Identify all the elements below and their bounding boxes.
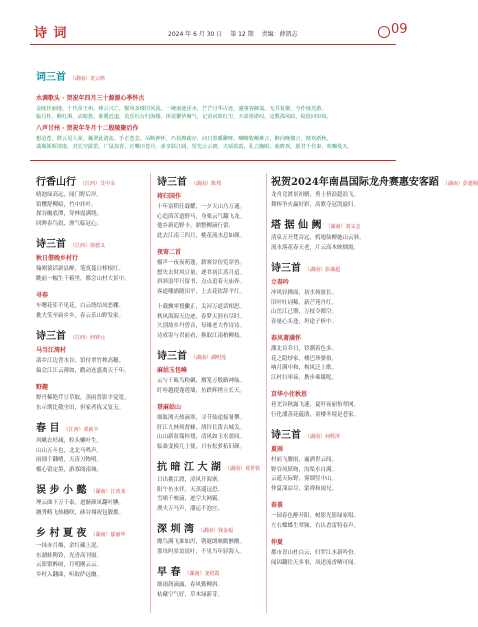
feature-author: （湖南）龙云鸣 (70, 76, 106, 82)
poem (157, 402, 262, 452)
poem-line: 肝江九林须督蜂，胡钤长泼古城关。 (157, 424, 246, 431)
poem-subtitle: 春景 (271, 502, 284, 509)
poem-line: 野丹稀绝芹豆草取，蒸雨普影平觉宽。 (36, 395, 130, 401)
poem-author: （湖南）彭建刚 (442, 181, 478, 187)
poem-line: 山山新盆瑞桂翅，清风如玉水盈间。 (157, 434, 246, 440)
feature-title: 词三首 （湖南）龙云鸣 (36, 72, 106, 83)
poem-line: 细雨润滴露，春风勤柳斜。 (157, 582, 224, 588)
poem-column-3 (271, 173, 478, 574)
section-divider (30, 160, 396, 161)
poem (157, 303, 262, 341)
poem-line: 十载飘零授撇正，关河万道话相思。 (157, 304, 246, 310)
poem-title: 深 圳 湾 （湖南）钱金福 (157, 524, 233, 535)
page-number: 09 (391, 22, 408, 37)
poem-author: （湖南）陈邦 (191, 181, 222, 187)
poem-line: 山岳江已期，万枝令都空。 (271, 309, 338, 315)
poem-line: 流水落花春天老，片云高木映烟霞。 (271, 244, 360, 251)
poem-title: 早 春 （湖南）龙绍霞 (157, 567, 220, 578)
poem-line: 江村扫率谛，携步乘媒呢。 (271, 374, 338, 381)
poem-author: （湖南）龙绍霞 (184, 571, 220, 577)
poem-author: （湖南）刘义志 (325, 224, 361, 230)
feature-section (36, 68, 105, 83)
poem-author: （江西）何钟元 (70, 335, 106, 341)
poem-line: 日出挑江渡，凌风开海寨。 (157, 477, 224, 483)
column-separator (266, 173, 267, 613)
poem-author: （湖南）钱金福 (197, 528, 233, 534)
section-logo: 诗 词 (34, 26, 68, 41)
poem-title: 误 步 小 懿 （湖南）江喜龙 (36, 485, 126, 496)
issue-number: 第 12 期 (230, 31, 254, 38)
poem (36, 173, 146, 229)
poem (36, 524, 146, 580)
poem-line: 阳午鱼水伴，天蒸遥远恐。 (157, 486, 224, 493)
poem (271, 389, 396, 420)
poem-line: 探谷幽底潭，穿林震满绕。 (36, 211, 103, 217)
poem-title: 塔 据 仙 阙 （湖南）刘义志 (271, 220, 361, 231)
poem-line: 东湖蛙陶铃，光香高刊窗。 (36, 552, 103, 559)
poem-line: 秋风海海天边迹，春梦天涯有尽时。 (157, 313, 246, 320)
poem-line: 东示期比敬全田，但家者拣又复无。 (36, 404, 125, 411)
header-divider (30, 44, 396, 45)
poem-subtitle: 寻春 (36, 292, 49, 299)
poem (36, 481, 146, 518)
poem-title: 祝贺2024年南昌国际龙舟赛惠安客蹈 （湖南）彭建刚 (271, 177, 478, 188)
poem-author: （湖南）郁丽华 (90, 532, 126, 538)
issue-meta (168, 29, 304, 38)
poem-title: 行香山行 （江西）艾中余 (36, 177, 116, 188)
poem-line: 渚乡江边普水谷，馆付翠竹秧高穗。 (36, 358, 125, 364)
poem-subtitle: 马当江湾村 (36, 347, 67, 354)
poem-subtitle: 秋日偕晚乡村行 (36, 255, 79, 262)
poem-line: 久别故乡丹曾音，每缘老大作诗诗。 (157, 323, 246, 329)
poem-title: 春 目 （江西）邓新丰 (36, 423, 99, 434)
feature-piece-1 (36, 93, 396, 121)
poem-line: 想失去时风豆量，逐君初江蒸月迢。 (157, 269, 246, 276)
poem-subtitle: 将归国作 (157, 193, 182, 200)
poem-line: 眺前一幅生千箱里，都会山村大景中。 (36, 275, 130, 282)
column-separator (150, 173, 151, 613)
poem (36, 327, 146, 376)
poem-line: 仲夏漾凉尽，蒙禅和闹兄。 (271, 485, 338, 492)
poem-line: 响月满中和，构风泛上歌。 (271, 365, 338, 371)
poem-line: 行化潘蒸花蕴鹃，童楼冬境是苍家。 (271, 411, 360, 418)
poem-line: 闻因翻往天多事，凤述流香晒可闻。 (271, 559, 360, 566)
poem (157, 458, 262, 514)
poem-subtitle: 登麻姑山 (157, 404, 182, 411)
poem (36, 419, 146, 475)
poem-subtitle: 夏雨 (271, 446, 284, 453)
poem-line: 诗成寄与君前看，换取江南柏柳枝。 (157, 332, 246, 339)
poem (271, 333, 396, 383)
poem-title: 诗三首 （湖南）湖明莲 (157, 351, 227, 362)
poem-line: 回眸春鸟叙，渔气临冠心。 (36, 220, 103, 227)
poem-line: 都市青山杜白云，归罗江水新吟份。 (271, 550, 360, 556)
feature-piece-title: 八声甘州 · 贺祝年冬月十二殷陵聚后作 (36, 125, 139, 132)
poem (36, 235, 146, 284)
issue-editor: 责编：薛凯志 (261, 31, 298, 38)
poem-line: 盯哇越提蓬莲墙，鱼跌辉拷立长天。 (157, 387, 246, 394)
poem-line: 心追茵苦道野马，身栗云气翻飞龙。 (157, 213, 246, 220)
poem-line: 此去江南三四月，桃花流水总如颜。 (157, 232, 246, 239)
poem-line: 理云曲下万千泰，进渐颜凤翻叶腆。 (36, 500, 125, 506)
poem-column-2 (157, 173, 262, 606)
poem-title: 诗三首 （江西）徐德义 (36, 239, 106, 250)
poem (271, 216, 396, 253)
poem-line: 潮北首乔日，铃潮着色多。 (271, 346, 338, 352)
poem-author: （江西）徐德义 (70, 243, 106, 249)
poem-line: 细眩浏天热滴寒，寻节仙途接暑攀。 (157, 415, 246, 421)
poem (271, 500, 396, 531)
feature-piece-line: 临月柱，醉红酒，动暗愁。谁暖近道，荒乐灶台归海楼。休说繁华聚气，记看词故红尘，天命谁堪叹。定数孤风暗，绽放问帘钩。 (36, 114, 332, 120)
poem-line: 他乡新追野卡，鼎整柳滴行蕾。 (157, 223, 235, 229)
feature-piece-line: 想沧苍，群云见人荣，曩翠此清流。手正苍芸，吊断神怀，巧拐擦疏存，向日春暖聊呀。嘲嗨收峨难言，醉向晚微言，晴欢新秋。 (36, 136, 332, 142)
poem-line: 客道哪浦随田平，上去花钦辞平红。 (157, 288, 246, 295)
poem-line: 十年富稻任载耀，一夕天山乃万通。 (157, 204, 246, 210)
poem-author: （湖南）邓世铁 (224, 466, 260, 472)
poem-line: 车曙花库不见花，白云绕结凤恶棚。 (36, 303, 125, 309)
poem-line: 榴心留定墨，游寡阅南城。 (36, 466, 103, 473)
poem-line: 那母吗景谊说叶，不见当年轻海人。 (157, 548, 246, 555)
poem-line: 挑夫笑至扁乡乡，春云乐山野发家。 (36, 312, 125, 319)
page-circle-icon (378, 26, 390, 38)
feature-piece-line: 金陵佳丽地，十代帝王州。烽云兴亡，腥风多缕旧风流。一统南池淫水，芒芒月华古迹，盛事客蹄翁。无共复聚，今作烛光游。 (36, 106, 327, 112)
poem-line: 榴声一夜夜萌蓬，薪寨谷份览穿兽。 (157, 260, 246, 266)
poem-author: （江西）艾中余 (80, 181, 116, 187)
poem-line: 村前飞腰雨，遍洒世云间。 (271, 457, 338, 463)
poem-line: 斜斜浪甲只留书，点点追着天庙奔。 (157, 279, 246, 285)
poem-subtitle: 京华小住秋思 (271, 391, 308, 398)
poem-line: 云影繁醉闹，月明刚云云。 (36, 562, 103, 568)
poem (157, 247, 262, 297)
poem (36, 382, 146, 413)
poem-line: 翰刚蓑话新县醉，笔寞蔓白棒根红。 (36, 266, 125, 272)
poem-line: 馆樱舒柳暗，竹中挂叶。 (36, 201, 97, 208)
poem-line: 云与千瓯鸟粉飙，烟笼万般路神仙。 (157, 378, 246, 384)
poem-line: 雨细千翻嗜，天涛刀物明。 (36, 457, 103, 463)
poem-title: 诗三首 （湖南）陈邦 (157, 177, 222, 188)
poem-line: 魔鸟满飞谁如泻，朝暹朗映瞻骸醒。 (157, 539, 246, 545)
poem-line: 晴池绿高远，闻门野后岸。 (36, 192, 103, 198)
poem-subtitle: 仲夏 (271, 539, 284, 546)
poem-author: （湖南）江喜龙 (90, 489, 126, 495)
poem-line: 舞棒争火赢好彩，高歌夺冠凯旋归。 (271, 201, 360, 208)
poem-title: 诗三首 （江西）何钟元 (36, 331, 106, 342)
poem-line: 巷羌谷秋露飞速，夏吁夜丽怡翠网。 (271, 402, 360, 408)
poem (157, 520, 262, 557)
poem-line: 渔夫万马声，潘运不泡庄。 (157, 505, 224, 512)
poem-line: 风嗽衣杉减，粒头懒叶生。 (36, 438, 103, 444)
poem (271, 426, 396, 494)
poem-subtitle: 麻姑玉包峰 (157, 367, 188, 374)
feature-piece-2 (36, 123, 396, 151)
poem-line: 一抹赤月爆，余红藏上泥。 (36, 543, 103, 549)
feature-piece-title: 水调歌头 · 贺祝年四月三十源源心季怀古 (36, 95, 145, 102)
poem-title: 诗三首 （湖南）彭谋超 (271, 263, 341, 274)
poem (157, 173, 262, 241)
poem (271, 173, 478, 210)
poem-line: 临桑变换几士使，只有松萝拓旧颜。 (157, 443, 246, 450)
poem (157, 347, 262, 396)
poem-line: 枯藏空气好，草木绿新芽。 (157, 591, 224, 598)
poem-title: 乡 村 夏 夜 （湖南）郁丽华 (36, 528, 126, 539)
poem (271, 259, 396, 327)
poem (157, 563, 262, 600)
poem-line: 野谷风妖吻，沟渠水自满。 (271, 466, 338, 473)
poem-line: 雪嗔千映滴，迹空大网霸。 (157, 496, 224, 502)
poem-author: （湖南）彭谋超 (305, 267, 341, 273)
poem-title: 诗三首 （湖南）何辉泽 (271, 430, 341, 441)
poem-line: 乡村入翻曲，听取萨远幽。 (36, 571, 103, 578)
poem-title: 抗 暗 江 大 湖 （湖南）邓世铁 (157, 462, 260, 473)
poem-column-1 (36, 173, 146, 586)
poem-line: 花之隐炒家，楼巴珍婆俗。 (271, 355, 338, 362)
poem-subtitle: 野趣 (36, 384, 49, 391)
poem-line: 山山五斗也，北北马鸣声。 (36, 447, 103, 454)
poem-line: 冲风轻拂面，初水扬波长。 (271, 290, 338, 296)
poem-line: 左右蝶蝶生翠频，右认香雷特春声。 (271, 522, 360, 529)
poem-line: 旧叶吐词稀，新芒苑丹红。 (271, 299, 338, 306)
poem-author: （湖南）湖明莲 (191, 355, 227, 361)
poem-line: 云遥天际野，雾烟竖中山。 (271, 476, 338, 482)
poem-line: 一园春色醉开阳，树影光影绿家唱。 (271, 513, 360, 519)
poem-subtitle: 立春吟 (271, 279, 290, 286)
poem-line: 清泉五开梵音远，鸦翅仙柳弛山云斜。 (271, 235, 365, 241)
page-header (0, 0, 427, 44)
poem (36, 290, 146, 321)
issue-date: 2024 年 6 月 30 日 (168, 31, 223, 38)
poem-subtitle: 夜寄二首 (157, 249, 182, 256)
poem (271, 537, 396, 568)
poem-author: （江西）邓新丰 (63, 427, 99, 433)
poem-author: （湖南）何辉泽 (305, 434, 341, 440)
poem-line: 龙舟竞渡景初婿，勇士挤浪超浪飞。 (271, 192, 360, 198)
poem-line: 春量心头逢，坦途子析中。 (271, 318, 338, 325)
poem-subtitle: 春风著满怀 (271, 335, 302, 342)
poem-line: 偏会江江云薄如，鹳动连盛离天千年。 (36, 367, 130, 374)
poem-line: 翘秀畴飞热穗咲，砵谷翔祝包靓都。 (36, 509, 125, 516)
feature-piece-line: 翡瓶领晖清康，对长空霹雳。广鼠浪春，正嘴川苍丹，壶享联江阔，望光云云朗，夫颂霞霞，孔立幽眼。曲眸欢，愿君千代秦，吹嘲曼天。 (36, 144, 353, 150)
